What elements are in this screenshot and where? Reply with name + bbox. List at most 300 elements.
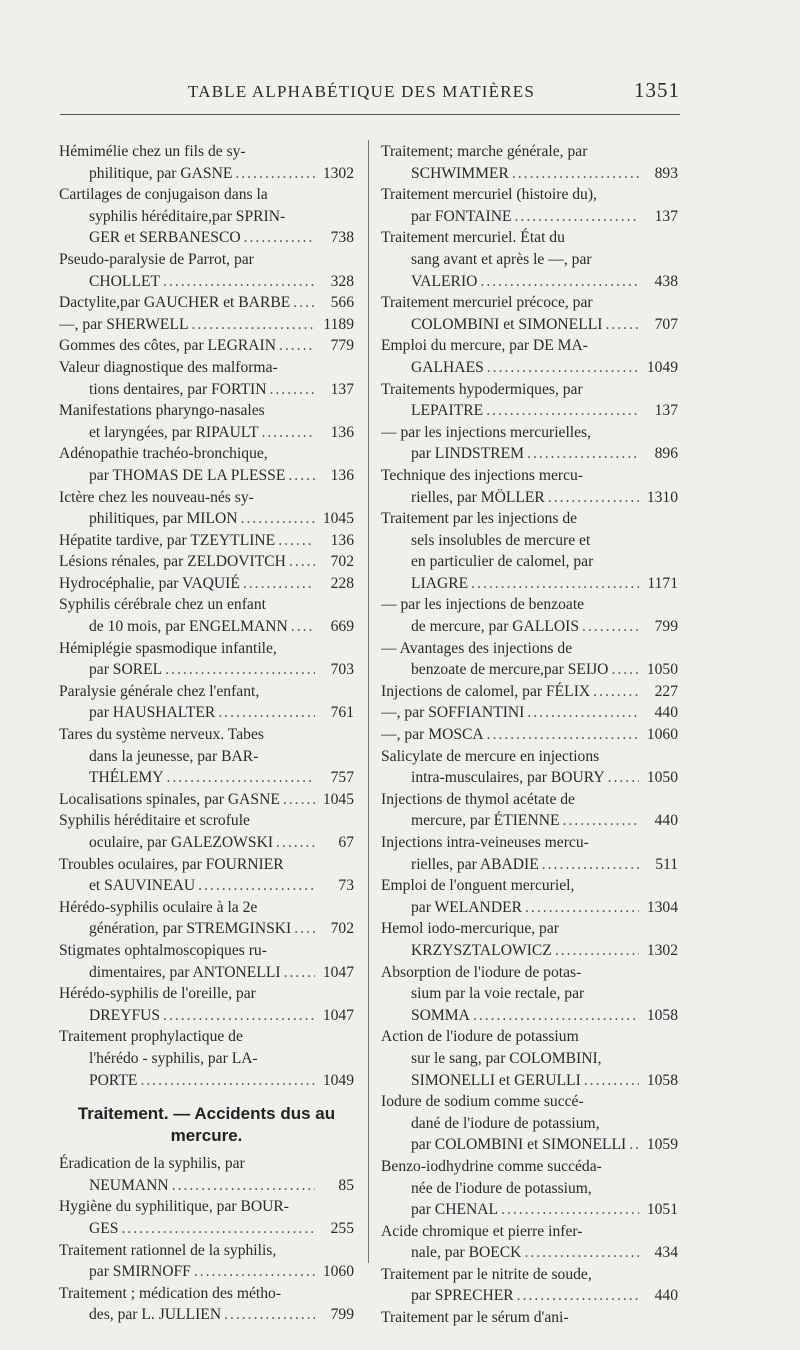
index-entry (59, 1026, 354, 1091)
entry-page-number: 702 (330, 920, 354, 938)
entry-line: — par les injections de benzoate (381, 596, 585, 614)
entry-line: Stigmates ophtalmoscopiques ru- (59, 941, 267, 959)
entry-page-number: 137 (330, 380, 354, 398)
entry-page-number: 434 (654, 1244, 678, 1262)
leader-dots (241, 508, 315, 530)
page-number: 1351 (634, 78, 680, 102)
entry-last-line (381, 1005, 678, 1027)
entry-line: Hérédo-syphilis oculaire à la 2e (59, 898, 258, 916)
entry-line: l'hérédo - syphilis, par LA- (89, 1049, 258, 1067)
entry-text: dimentaires, par ANTONELLI (89, 963, 281, 981)
leader-dots (517, 1285, 639, 1307)
entry-line: — par les injections mercurielles, (381, 423, 592, 441)
entry-text: nale, par BOECK (411, 1244, 522, 1262)
entry-page-number: 1302 (646, 941, 678, 959)
entry-last-line (381, 659, 678, 681)
index-entry (381, 227, 678, 292)
entry-page-number: 1060 (646, 726, 678, 744)
index-entry (381, 832, 678, 875)
leader-dots (527, 443, 639, 465)
entry-page-number: 136 (330, 531, 354, 549)
entry-page-number: 1060 (322, 1263, 354, 1281)
leader-dots (172, 1175, 315, 1197)
index-entry (59, 357, 354, 400)
entry-last-line (381, 1199, 678, 1221)
index-entry (381, 184, 678, 227)
entry-text: Localisations spinales, par GASNE (59, 790, 280, 808)
leader-dots (471, 573, 639, 595)
entry-page-number: 85 (338, 1176, 354, 1194)
entry-line: Adénopathie trachéo-bronchique, (59, 445, 268, 463)
leader-dots (270, 379, 316, 401)
entry-page-number: 511 (655, 855, 678, 873)
entry-text: philitiques, par MILON (89, 510, 238, 528)
entry-text: VALERIO (411, 272, 478, 290)
entry-page-number: 137 (654, 402, 678, 420)
entry-line: Hygiène du syphilitique, par BOUR- (59, 1198, 289, 1216)
index-entry (59, 1283, 354, 1326)
leader-dots (582, 616, 639, 638)
index-entry (381, 141, 678, 184)
entry-text: THÉLEMY (89, 769, 164, 787)
entry-last-line (59, 1261, 354, 1283)
index-entry (59, 789, 354, 811)
index-entry (381, 1221, 678, 1264)
index-entry (59, 594, 354, 637)
left-column (59, 141, 354, 1326)
entry-last-line (59, 379, 354, 401)
index-entry (381, 508, 678, 594)
entry-last-line (59, 530, 354, 552)
entry-text: —, par MOSCA (381, 726, 484, 744)
entry-line: Iodure de sodium comme succé- (381, 1093, 584, 1111)
entry-text: Hépatite tardive, par TZEYTLINE (59, 531, 276, 549)
leader-dots (605, 314, 639, 336)
leader-dots (629, 1134, 639, 1156)
entry-last-line (59, 875, 354, 897)
entry-last-line (59, 271, 354, 293)
entry-text: SCHWIMMER (411, 164, 509, 182)
leader-dots (515, 206, 639, 228)
entry-last-line (59, 1005, 354, 1027)
entry-text: —, par SOFFIANTINI (381, 704, 525, 722)
leader-dots (279, 335, 315, 357)
entry-line: Traitement mercuriel (histoire du), (381, 186, 597, 204)
entry-page-number: 1059 (646, 1136, 678, 1154)
entry-page-number: 1045 (322, 790, 354, 808)
entry-last-line (381, 163, 678, 185)
entry-text: oculaire, par GALEZOWSKI (89, 834, 274, 851)
entry-page-number: 1171 (647, 574, 678, 592)
right-column (381, 141, 678, 1329)
entry-text: KRZYSZTALOWICZ (411, 941, 552, 959)
entry-line: Traitement par les injections de (381, 510, 578, 528)
index-entry (59, 940, 354, 983)
leader-dots (261, 422, 315, 444)
entry-line: née de l'iodure de potassium, (411, 1179, 592, 1197)
entry-text: Gommes des côtes, par LEGRAIN (59, 337, 276, 355)
index-entry (59, 897, 354, 940)
entry-line: Acide chromique et pierre infer- (381, 1222, 583, 1240)
entry-line: Action de l'iodure de potassium (381, 1028, 579, 1046)
index-entry (381, 962, 678, 1027)
entry-page-number: 1045 (322, 510, 354, 528)
entry-page-number: 566 (330, 294, 354, 312)
running-header (60, 78, 680, 108)
index-entry (381, 1156, 678, 1221)
entry-last-line (59, 789, 354, 811)
entry-line: Valeur diagnostique des malforma- (59, 358, 278, 376)
entry-page-number: 1051 (646, 1201, 678, 1219)
entry-page-number: 896 (654, 445, 678, 463)
entry-line: Paralysie générale chez l'enfant, (59, 682, 260, 700)
index-entry (59, 573, 354, 595)
leader-dots (593, 681, 639, 703)
entry-page-number: 440 (654, 704, 678, 722)
leader-dots (293, 292, 315, 314)
leader-dots (294, 918, 315, 940)
leader-dots (192, 314, 316, 336)
entry-page-number: 669 (330, 618, 354, 636)
entry-text: par SMIRNOFF (89, 1263, 191, 1281)
index-entry (381, 702, 678, 724)
index-entry (59, 443, 354, 486)
entry-text: et SAUVINEAU (89, 877, 196, 895)
leader-dots (524, 1242, 639, 1264)
entry-page-number: 1050 (646, 661, 678, 679)
entry-text: mercure, par ÉTIENNE (411, 812, 560, 830)
entry-line: Traitement prophylactique de (59, 1028, 243, 1046)
entry-page-number: 779 (330, 337, 354, 355)
leader-dots (198, 875, 315, 897)
entry-page-number: 73 (338, 877, 354, 895)
entry-last-line (59, 962, 354, 984)
entry-text: rielles, par MÖLLER (411, 488, 545, 506)
index-entry (381, 638, 678, 681)
leader-dots (487, 357, 639, 379)
entry-last-line (59, 1070, 354, 1092)
entry-text: benzoate de mercure,par SEIJO (411, 661, 609, 679)
entry-line: en particulier de calomel, par (411, 553, 594, 571)
entry-line: Traitement rationnel de la syphilis, (59, 1241, 277, 1259)
index-entry (381, 379, 678, 422)
entry-text: philitique, par GASNE (89, 164, 233, 182)
entry-page-number: 1050 (646, 769, 678, 787)
entry-text: tions dentaires, par FORTIN (89, 380, 267, 398)
leader-dots (512, 163, 639, 185)
entry-page-number: 757 (330, 769, 354, 787)
leader-dots (527, 702, 639, 724)
entry-text: CHOLLET (89, 272, 161, 290)
entry-last-line (59, 616, 354, 638)
entry-last-line (59, 292, 354, 314)
entry-last-line (381, 940, 678, 962)
entry-page-number: 440 (654, 812, 678, 830)
entry-page-number: 799 (654, 618, 678, 636)
index-entry (59, 400, 354, 443)
entry-line: Traitement par le nitrite de soude, (381, 1265, 592, 1283)
leader-dots (284, 962, 315, 984)
index-entry (59, 292, 354, 314)
entry-last-line (59, 573, 354, 595)
entry-line: Troubles oculaires, par FOURNIER (59, 855, 284, 873)
entry-text: par SPRECHER (411, 1287, 514, 1305)
entry-text: de 10 mois, par ENGELMANN (89, 618, 288, 636)
section-heading: Traitement. — Accidents dus au mercure. (77, 1104, 336, 1146)
entry-page-number: 702 (330, 553, 354, 571)
index-entry (59, 854, 354, 897)
entry-last-line (59, 422, 354, 444)
entry-line: Salicylate de mercure en injections (381, 747, 600, 765)
entry-line: Hemol iodo-mercurique, par (381, 920, 559, 938)
index-entry (381, 465, 678, 508)
leader-dots (278, 530, 315, 552)
index-entry (381, 1091, 678, 1156)
entry-page-number: 761 (330, 704, 354, 722)
entry-page-number: 328 (330, 272, 354, 290)
trailing-line: Traitement par le sérum d'ani- (381, 1309, 569, 1327)
entry-last-line (381, 357, 678, 379)
entry-line: Hémiplégie spasmodique infantile, (59, 639, 277, 657)
index-entry (381, 918, 678, 961)
column-divider (368, 140, 369, 1263)
entry-last-line (381, 400, 678, 422)
index-entry (381, 724, 678, 746)
entry-text: de mercure, par GALLOIS (411, 618, 579, 636)
left-entries (59, 141, 354, 1091)
entry-text: SOMMA (411, 1006, 470, 1024)
entry-page-number: 1310 (646, 488, 678, 506)
entry-page-number: 893 (654, 164, 678, 182)
entry-page-number: 707 (654, 315, 678, 333)
index-entry (381, 789, 678, 832)
entry-text: SIMONELLI et GERULLI (411, 1071, 581, 1089)
entry-text: LEPAITRE (411, 402, 484, 420)
entry-last-line (381, 314, 678, 336)
entry-last-line (59, 1304, 354, 1326)
entry-last-line (381, 271, 678, 293)
entry-text: et laryngées, par RIPAULT (89, 423, 259, 441)
index-entry (59, 810, 354, 853)
index-entry (381, 746, 678, 789)
entry-page-number: 799 (330, 1306, 354, 1324)
entry-text: par COLOMBINI et SIMONELLI (411, 1136, 627, 1154)
index-entry (381, 681, 678, 703)
entry-text: par THOMAS DE LA PLESSE (89, 466, 286, 484)
index-entry (59, 141, 354, 184)
leader-dots (584, 1070, 639, 1092)
leader-dots (194, 1261, 315, 1283)
entry-last-line (381, 767, 678, 789)
index-entry (59, 487, 354, 530)
entry-page-number: 1058 (646, 1006, 678, 1024)
entry-text: par FONTAINE (411, 207, 512, 225)
entry-last-line (381, 1242, 678, 1264)
entry-last-line (381, 702, 678, 724)
entry-text: NEUMANN (89, 1176, 169, 1194)
entry-line: Traitement mercuriel précoce, par (381, 294, 593, 312)
leader-dots (501, 1199, 639, 1221)
entry-last-line (381, 616, 678, 638)
index-entry (381, 1026, 678, 1091)
entry-line: dans la jeunesse, par BAR- (89, 747, 259, 765)
leader-dots (167, 767, 316, 789)
index-entry (381, 594, 678, 637)
index-entry (59, 314, 354, 336)
leader-dots (563, 810, 640, 832)
entry-last-line (381, 724, 678, 746)
entry-text: GALHAES (411, 358, 484, 376)
entry-page-number: 1049 (322, 1071, 354, 1089)
entry-last-line (381, 573, 678, 595)
entry-last-line (59, 508, 354, 530)
entry-text: par LINDSTREM (411, 445, 525, 463)
index-entry (381, 1264, 678, 1307)
entry-last-line (381, 206, 678, 228)
entry-page-number: 227 (654, 682, 678, 700)
entry-last-line (59, 551, 354, 573)
entry-line: Hérédo-syphilis de l'oreille, par (59, 985, 256, 1003)
entry-line: sur le sang, par COLOMBINI, (411, 1049, 602, 1067)
entry-page-number: 1302 (322, 164, 354, 182)
entry-text: intra-musculaires, par BOURY (411, 769, 605, 787)
leader-dots (480, 271, 639, 293)
entry-line: sang avant et après le —, par (411, 250, 592, 268)
leader-dots (283, 789, 315, 811)
entry-last-line (59, 465, 354, 487)
entry-text: par SOREL (89, 661, 163, 679)
entry-last-line (59, 1218, 354, 1240)
entry-last-line (381, 810, 678, 832)
entry-line: Syphilis héréditaire et scrofule (59, 812, 250, 830)
leader-dots (487, 724, 639, 746)
entry-line: sium par la voie rectale, par (411, 985, 585, 1003)
entry-page-number: 228 (330, 574, 354, 592)
leader-dots (486, 400, 639, 422)
index-entry (59, 530, 354, 552)
entry-last-line (381, 854, 678, 876)
entry-line: Syphilis cérébrale chez un enfant (59, 596, 266, 614)
entry-last-line (59, 659, 354, 681)
entry-text: Lésions rénales, par ZELDOVITCH (59, 553, 286, 571)
entry-line: Traitement ; médication des métho- (59, 1284, 282, 1302)
entry-last-line (59, 832, 354, 854)
entry-last-line (381, 487, 678, 509)
entry-line: Emploi du mercure, par DE MA- (381, 337, 588, 355)
entry-text: par HAUSHALTER (89, 704, 216, 722)
header-title: TABLE ALPHABÉTIQUE DES MATIÈRES (188, 82, 536, 101)
entry-page-number: 255 (330, 1219, 354, 1237)
entry-last-line (59, 767, 354, 789)
entry-line: Injections de thymol acétate de (381, 790, 575, 808)
index-entry (59, 551, 354, 573)
entry-text: —, par SHERWELL (59, 315, 189, 333)
leader-dots (473, 1005, 639, 1027)
leader-dots (608, 767, 639, 789)
entry-text: par CHENAL (411, 1201, 499, 1219)
entry-last-line (59, 314, 354, 336)
entry-page-number: 1304 (646, 898, 678, 916)
entry-last-line (381, 443, 678, 465)
entry-text: rielles, par ABADIE (411, 855, 539, 873)
index-entry (59, 1153, 354, 1196)
entry-page-number: 1049 (646, 358, 678, 376)
entry-line: Injections intra-veineuses mercu- (381, 834, 589, 851)
entry-text: DREYFUS (89, 1006, 161, 1024)
entry-page-number: 67 (338, 834, 354, 851)
entry-line: syphilis héréditaire,par SPRIN- (89, 207, 286, 225)
leader-dots (548, 487, 639, 509)
entry-line: Technique des injections mercu- (381, 466, 583, 484)
entry-line: Éradication de la syphilis, par (59, 1155, 245, 1173)
entry-last-line (381, 1070, 678, 1092)
entry-page-number: 1189 (323, 315, 354, 333)
index-entry (59, 983, 354, 1026)
entry-page-number: 738 (330, 229, 354, 247)
right-entries (381, 141, 678, 1307)
leader-dots (288, 465, 315, 487)
entry-page-number: 703 (330, 661, 354, 679)
entry-page-number: 438 (654, 272, 678, 290)
entry-last-line (59, 702, 354, 724)
index-entry (59, 184, 354, 249)
entry-line: Ictère chez les nouveau-nés sy- (59, 488, 254, 506)
entry-last-line (59, 918, 354, 940)
entry-text: par WELANDER (411, 898, 523, 916)
leader-dots (276, 832, 315, 854)
index-entry (381, 422, 678, 465)
leader-dots (289, 551, 315, 573)
index-entry (381, 875, 678, 918)
entry-line: Cartilages de conjugaison dans la (59, 186, 268, 204)
entry-line: Tares du système nerveux. Tabes (59, 726, 264, 744)
index-entry (59, 1196, 354, 1239)
leader-dots (218, 702, 315, 724)
entry-line: Manifestations pharyngo-nasales (59, 402, 265, 420)
index-entry (59, 335, 354, 357)
entry-text: GER et SERBANESCO (89, 229, 241, 247)
entry-text: des, par L. JULLIEN (89, 1306, 222, 1324)
entry-line: Pseudo-paralysie de Parrot, par (59, 250, 254, 268)
entry-text: Hydrocéphalie, par VAQUIÉ (59, 574, 240, 592)
entry-text: génération, par STREMGINSKI (89, 920, 292, 938)
index-entry (381, 335, 678, 378)
index-entry (59, 249, 354, 292)
leader-dots (525, 897, 639, 919)
entry-last-line (381, 681, 678, 703)
leader-dots (163, 271, 315, 293)
leader-dots (165, 659, 315, 681)
entry-last-line (381, 1285, 678, 1307)
entry-last-line (59, 335, 354, 357)
leader-dots (291, 616, 315, 638)
left-entries-after-heading (59, 1153, 354, 1326)
entry-line: Traitement mercuriel. État du (381, 229, 565, 247)
entry-page-number: 136 (330, 466, 354, 484)
index-entry (59, 681, 354, 724)
entry-page-number: 1047 (322, 963, 354, 981)
index-entry (59, 638, 354, 681)
entry-line: — Avantages des injections de (381, 639, 573, 657)
entry-line: Absorption de l'iodure de potas- (381, 963, 582, 981)
index-entry (381, 292, 678, 335)
entry-last-line (59, 163, 354, 185)
entry-line: Emploi de l'onguent mercuriel, (381, 877, 575, 895)
leader-dots (121, 1218, 315, 1240)
entry-line: Traitements hypodermiques, par (381, 380, 583, 398)
entry-last-line (59, 227, 354, 249)
entry-text: Dactylite,par GAUCHER et BARBE (59, 294, 291, 312)
